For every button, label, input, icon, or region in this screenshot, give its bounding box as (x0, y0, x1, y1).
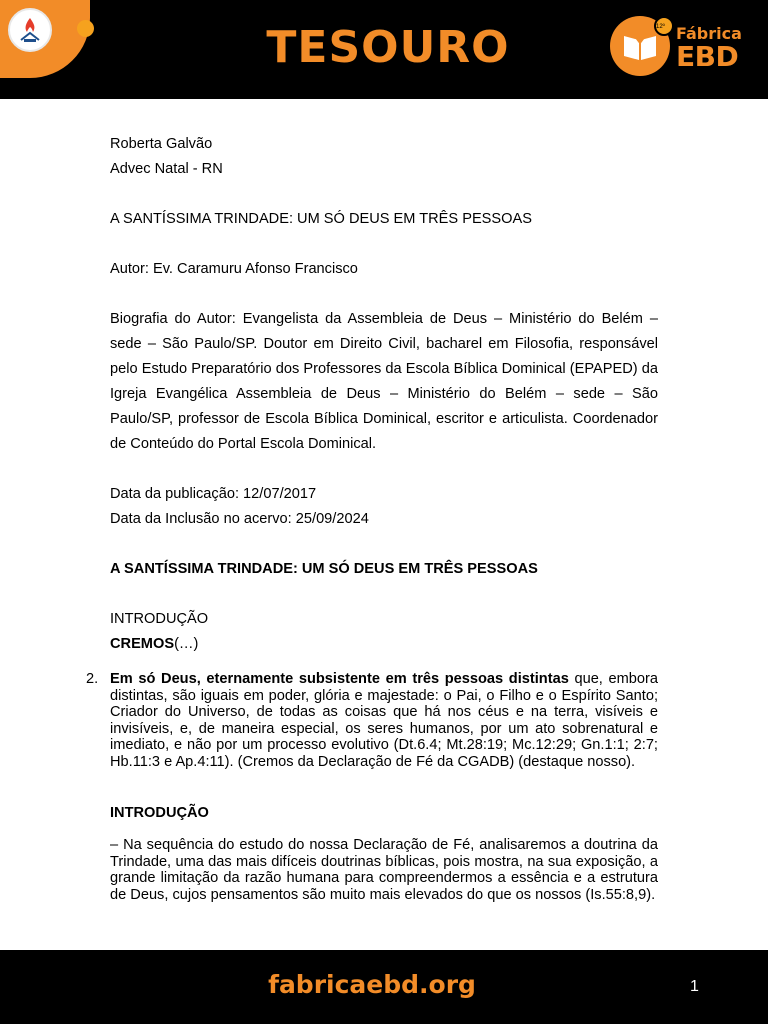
header-title: TESOURO (266, 22, 510, 73)
publication-date: Data da publicação: 12/07/2017 (110, 486, 317, 502)
author-biography: Biografia do Autor: Evangelista da Assembleia de Deus – Ministério do Belém – sede – São Paulo/SP. Doutor em Direito Civil, bacharel em Filosofia, responsável pelo Estudo Preparatório dos Professores da Escola Bíblica Dominical (EPAPED) da Igreja Evangélica Assembleia de Deus – Ministério do Belém – sede – São Paulo/SP, professor de Escola Bíblica Dominical, escritor e articulista. Coordenador de Conteúdo do Portal Escola Dominical. (110, 311, 658, 452)
document-title-bold: A SANTÍSSIMA TRINDADE: UM SÓ DEUS EM TRÊS PESSOAS (110, 561, 538, 577)
intro-label: INTRODUÇÃO (110, 611, 209, 627)
intro-paragraph: – Na sequência do estudo do nossa Declaração de Fé, analisaremos a doutrina da Trindade, uma das mais difíceis doutrinas bíblicas, pois mostra, na sua exposição, a grande limitação da razão humana para compreendermos a essência e a estrutura de Deus, cujos pensamentos são muito mais elevados do que os nossos (Is.55:8,9). (110, 837, 658, 903)
document-title: A SANTÍSSIMA TRINDADE: UM SÓ DEUS EM TRÊS PESSOAS (110, 211, 532, 227)
brand-word-ebd: EBD (676, 40, 739, 73)
autor-line: Autor: Ev. Caramuru Afonso Francisco (110, 261, 358, 277)
badge-text-graphic (656, 18, 672, 34)
inclusion-date: Data da Inclusão no acervo: 25/09/2024 (110, 511, 369, 527)
author-location: Advec Natal - RN (110, 161, 223, 177)
numbered-item (86, 671, 658, 770)
footer-website-link[interactable]: fabricaebd.org (268, 970, 476, 999)
brand-word-fabrica: Fábrica (676, 24, 742, 43)
item-text: que, embora distintas, são iguais em poder, glória e majestade: o Pai, o Filho e o Espírito Santo; Criador do Universo, de todas as coisas que há nos céus e na terra, visíveis e invisíveis, e, de maneira especial, os seres humanos, por um ato sobrenatural e imediato, e não por um processo evolutivo (Dt.6.4; Mt.28:19; Mc.12:29; Gn.1:1; 2:7; Hb.11:3 e Ap.4:11). (Cremos da Declaração de Fé da CGADB) (destaque nosso). (110, 671, 658, 770)
cremos-rest: (…) (174, 636, 199, 652)
document-body (110, 132, 658, 657)
page-footer (0, 950, 768, 1024)
item-number: 2. (86, 671, 99, 687)
anniversary-badge (654, 16, 674, 36)
cremos-line (110, 632, 658, 657)
fabrica-ebd-logo (608, 14, 758, 80)
svg-text:12º: 12º (656, 24, 665, 30)
intro-heading: INTRODUÇÃO (110, 805, 209, 821)
page-number: 1 (690, 978, 699, 995)
author-name: Roberta Galvão (110, 136, 213, 152)
item-bold-text: Em só Deus, eternamente subsistente em três pessoas distintas (110, 671, 569, 687)
cremos-bold: CREMOS (110, 636, 175, 652)
page-header (0, 0, 768, 99)
